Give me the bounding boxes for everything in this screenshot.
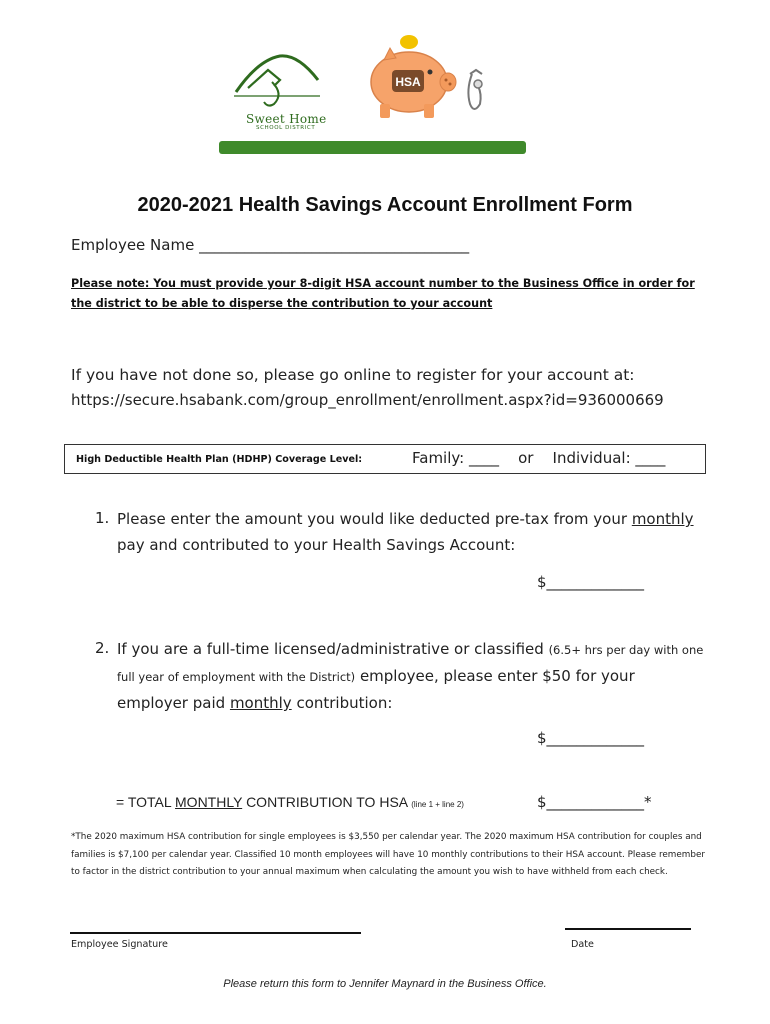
employee-name-label: Employee Name [71, 236, 195, 254]
total-amount-field[interactable]: $_____________* [537, 793, 652, 811]
date-label: Date [571, 939, 594, 950]
employee-name-blank[interactable]: ____________________________________ [199, 236, 470, 254]
coverage-individual-field[interactable]: Individual: ____ [552, 449, 666, 467]
item-2-hours-note: (6.5+ hrs per day with one [548, 643, 704, 657]
item-2-amount-field[interactable]: $_____________ [537, 729, 645, 747]
item-2-text-part2: employee, please enter $50 for your [359, 667, 635, 685]
header-divider-bar [219, 141, 526, 154]
district-logo-name: Sweet Home [246, 112, 327, 126]
district-logo [228, 52, 328, 138]
item-2-employment-note: full year of employment with the District) [117, 670, 356, 684]
note-line-1: Please note: You must provide your 8-digit HSA account number to the Business Office in order for [71, 277, 695, 290]
item-1-monthly: monthly [631, 510, 694, 528]
coverage-family-field[interactable]: Family: ____ [412, 449, 499, 467]
signature-line[interactable] [70, 932, 361, 934]
total-suffix: CONTRIBUTION TO HSA [246, 794, 408, 810]
total-monthly: MONTHLY [175, 794, 243, 810]
piggy-label: HSA [395, 75, 421, 89]
date-line[interactable] [565, 928, 691, 930]
item-1-text-part1: Please enter the amount you would like deducted pre-tax from your [117, 510, 628, 528]
item-2-text-part1: If you are a full-time licensed/administrative or classified [117, 640, 544, 658]
account-number-note [71, 274, 711, 314]
item-2-monthly: monthly [229, 694, 292, 712]
form-title: 2020-2021 Health Savings Account Enrollment Form [137, 194, 633, 216]
register-url-link[interactable]: https://secure.hsabank.com/group_enrollment/enrollment.aspx?id=936000669 [71, 391, 664, 409]
coverage-level-label: High Deductible Health Plan (HDHP) Coverage Level: [76, 454, 363, 465]
item-2-text [117, 636, 707, 716]
item-2-text-part3: employer paid [117, 694, 226, 712]
item-2-text-part4: contribution: [296, 694, 393, 712]
total-prefix: = TOTAL [116, 794, 172, 810]
total-line [116, 794, 464, 810]
item-2-number: 2. [95, 639, 110, 657]
note-line-2: the district to be able to disperse the contribution to your account [71, 297, 493, 310]
district-logo-subtitle: SCHOOL DISTRICT [256, 125, 316, 131]
return-instruction: Please return this form to Jennifer Maynard in the Business Office. [223, 978, 547, 990]
contribution-limits-note: *The 2020 maximum HSA contribution for single employees is $3,550 per calendar year. The 2020 maximum HSA contribution for couples and families is $7,100 per calendar year. Classified 10 month employees will have 10 monthly contributions to their HSA account. Please remember to factor in the district contribution to your annual maximum when calculating the amount you wish to have withheld from each check. [71, 832, 705, 877]
item-1-text [117, 506, 707, 558]
item-1-number: 1. [95, 509, 110, 527]
hsa-piggy-logo [366, 34, 496, 124]
item-1-amount-field[interactable]: $_____________ [537, 573, 645, 591]
coverage-options [412, 449, 665, 467]
coverage-or: or [518, 449, 534, 467]
item-1-text-part2: pay and contributed to your Health Savings Account: [117, 536, 516, 554]
employee-name-field[interactable] [71, 236, 469, 254]
total-note: (line 1 + line 2) [411, 800, 464, 809]
signature-label: Employee Signature [71, 939, 168, 950]
piggy-bank-icon [366, 34, 496, 124]
register-instruction: If you have not done so, please go online to register for your account at: [71, 366, 635, 384]
coverage-level-box [64, 444, 706, 474]
